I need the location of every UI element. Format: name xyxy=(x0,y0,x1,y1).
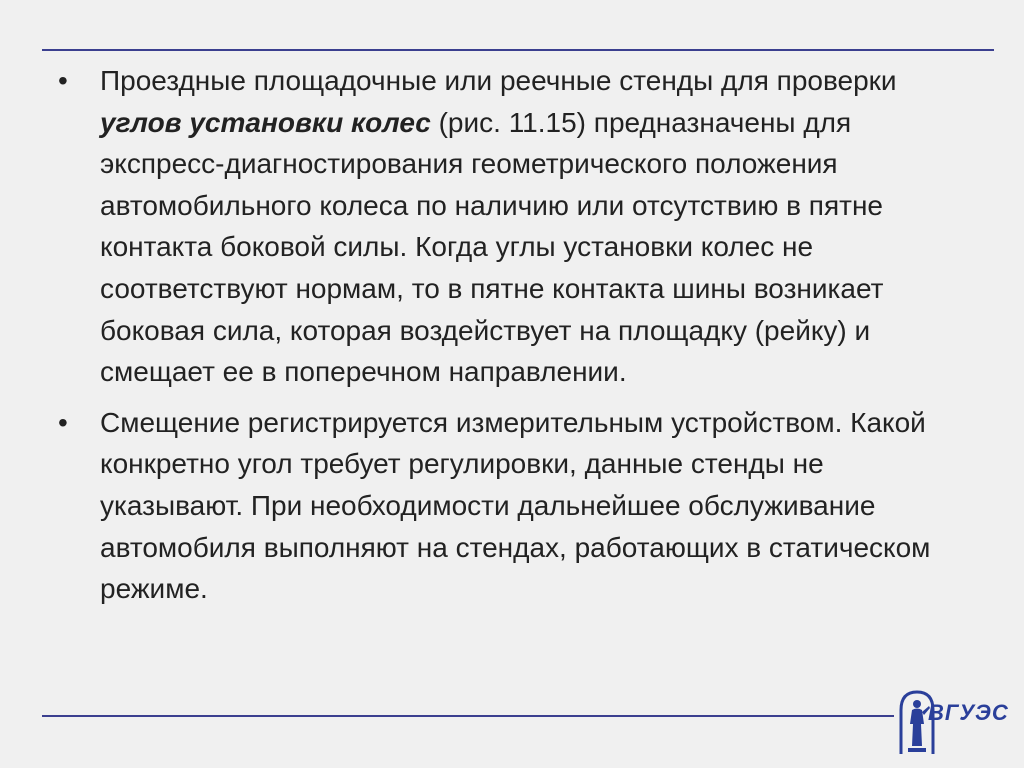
bullet-text: Смещение регистрируется измерительным устройством. Какой конкретно угол требует регулировки, данные стенды не указывают. При необходимости дальнейшее обслуживание автомобиля выполняют на стендах, работающих в статическом режиме. xyxy=(100,406,931,605)
bullet-text-after: (рис. 11.15) предназначены для экспресс-диагностирования геометрического положения автомобильного колеса по наличию или отсутствию в пятне контакта боковой силы. Когда углы установки колес не соответствуют нормам, то в пятне контакта шины возникает боковая сила, которая воздействует на площадку (рейку) и смещает ее в поперечном направлении. xyxy=(100,106,884,388)
logo-text: ВГУЭС xyxy=(928,700,1009,725)
bottom-divider xyxy=(42,715,894,717)
bullet-emphasis: углов установки колес xyxy=(100,106,431,138)
bullet-marker: • xyxy=(58,406,68,438)
bullet-item xyxy=(58,60,978,393)
bullet-marker: • xyxy=(58,65,68,96)
top-divider xyxy=(42,49,994,51)
bullet-text-before: Проездные площадочные или реечные стенды для проверки xyxy=(100,65,897,96)
slide-body xyxy=(58,60,978,619)
bullet-text xyxy=(100,60,970,393)
bullet-item xyxy=(58,402,978,610)
